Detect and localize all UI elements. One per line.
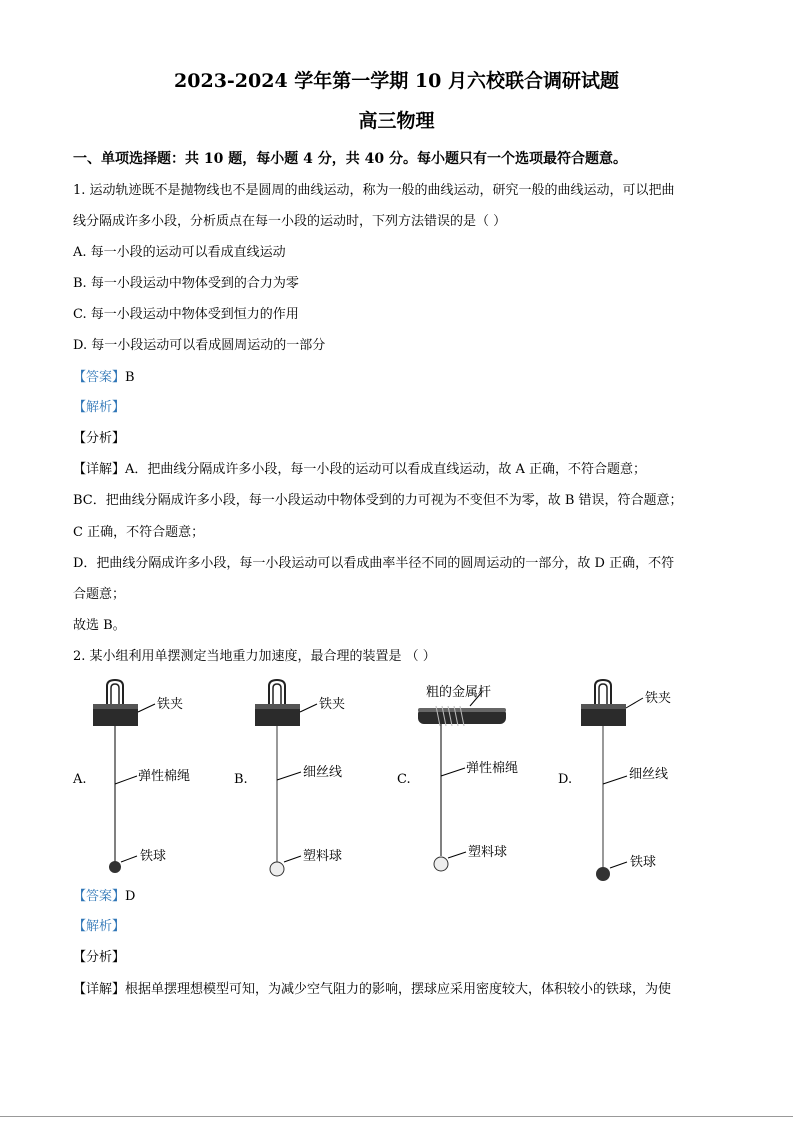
paper-clamp-icon [255, 680, 300, 726]
pendulum-figure-c [410, 676, 550, 886]
q1-detail-line2: BC．把曲线分隔成许多小段，每一小段运动中物体受到的力可视为不变但不为零，故 B 错误，符合题意； [73, 493, 683, 508]
fig-b-top-label: 铁夹 [319, 697, 346, 712]
exam-title: 2023-2024 学年第一学期 10 月六校联合调研试题 [174, 70, 619, 92]
q1-detail-line6: 故选 B。 [73, 618, 126, 633]
fig-c-letter: C. [397, 772, 411, 787]
q1-option-a: A. 每一小段的运动可以看成直线运动 [73, 245, 286, 260]
q1-option-b: B. 每一小段运动中物体受到的合力为零 [73, 276, 299, 291]
fig-b-letter: B. [234, 772, 248, 787]
q2-detail-line1: 【详解】根据单摆理想模型可知，为减少空气阻力的影响，摆球应采用密度较大，体积较小的铁球，为使 [73, 982, 672, 997]
paper-clamp-icon [93, 680, 138, 726]
q2-answer [73, 889, 135, 905]
q1-option-c: C. 每一小段运动中物体受到恒力的作用 [73, 307, 299, 322]
paper-clamp-icon [581, 680, 626, 726]
metal-rod-icon [418, 706, 506, 726]
fig-d-string-label: 细丝线 [629, 767, 669, 782]
answer-label: 【答案】 [73, 370, 126, 385]
answer-value: B [125, 370, 135, 385]
fig-c-string-label: 弹性棉绳 [466, 761, 519, 776]
q2-analysis-label: 【解析】 [73, 919, 126, 934]
fig-c-ball-label: 塑料球 [468, 845, 508, 860]
q2-fenxi: 【分析】 [73, 950, 126, 965]
q1-detail-line1: 【详解】A．把曲线分隔成许多小段，每一小段的运动可以看成直线运动，故 A 正确，不符合题意； [73, 462, 647, 477]
plastic-ball-icon [434, 857, 448, 871]
fig-d-letter: D. [558, 772, 573, 787]
q1-stem-line2: 线分隔成许多小段，分析质点在每一小段的运动时，下列方法错误的是（ ） [73, 214, 507, 229]
fig-a-letter: A. [73, 772, 87, 787]
fig-b-string-label: 细丝线 [303, 765, 343, 780]
answer-value: D [125, 889, 136, 904]
subject-title: 高三物理 [358, 110, 435, 132]
fig-b-ball-label: 塑料球 [303, 849, 343, 864]
q1-detail-line4: D．把曲线分隔成许多小段，每一小段运动可以看成曲率半径不同的圆周运动的一部分，故 D 正确，不符 [73, 556, 675, 571]
iron-ball-icon [109, 861, 121, 873]
fig-a-ball-label: 铁球 [140, 849, 167, 864]
page-divider [0, 1116, 793, 1117]
q2-stem: 2. 某小组利用单摆测定当地重力加速度，最合理的装置是 （ ） [73, 649, 436, 664]
q1-detail-line5: 合题意； [73, 587, 126, 602]
pendulum-figure-d [573, 676, 713, 886]
section-heading: 一、单项选择题：共 10 题，每小题 4 分，共 40 分。每小题只有一个选项最符合题意。 [73, 151, 627, 167]
plastic-ball-icon [270, 862, 284, 876]
q1-stem-line1: 1. 运动轨迹既不是抛物线也不是圆周的曲线运动，称为一般的曲线运动，研究一般的曲线运动，可以把曲 [73, 183, 675, 198]
fig-a-string-label: 弹性棉绳 [138, 769, 191, 784]
q1-option-d: D. 每一小段运动可以看成圆周运动的一部分 [73, 338, 326, 353]
pendulum-figure-b [247, 676, 387, 886]
fig-d-ball-label: 铁球 [630, 855, 657, 870]
q1-detail-line3: C 正确，不符合题意； [73, 525, 205, 540]
iron-ball-icon [596, 867, 610, 881]
answer-label: 【答案】 [73, 889, 126, 904]
q1-analysis-label: 【解析】 [73, 400, 126, 415]
fig-c-top-label: 粗的金属杆 [426, 685, 492, 700]
pendulum-figure-a [85, 676, 225, 886]
q1-fenxi: 【分析】 [73, 431, 126, 446]
fig-a-top-label: 铁夹 [157, 697, 184, 712]
fig-d-top-label: 铁夹 [645, 691, 672, 706]
q1-answer [73, 370, 135, 386]
